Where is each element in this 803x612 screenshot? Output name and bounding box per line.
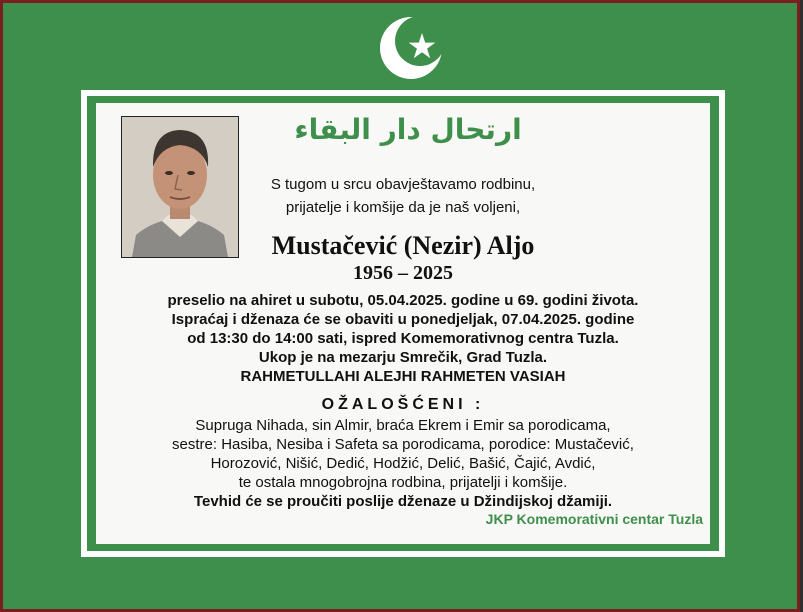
organization-name: JKP Komemorativni centar Tuzla [485, 511, 703, 527]
intro-line-2: prijatelje i komšije da je naš voljeni, [285, 199, 521, 216]
mourners-heading: OŽALOŠĆENI : [321, 396, 485, 413]
detail-line-5: RAHMETULLAHI ALEJHI RAHMETEN VASIAH [240, 368, 566, 385]
detail-line-1: preselio na ahiret u subotu, 05.04.2025. godine u 69. godini života. [167, 292, 639, 309]
deceased-name: Mustačević (Nezir) Aljo [271, 231, 535, 260]
mourners-line-3: Horozović, Nišić, Dedić, Hodžić, Delić, Bašić, Čajić, Avdić, [210, 455, 596, 472]
mourners-line-4: te ostala mnogobrojna rodbina, prijatelji i komšije. [238, 474, 568, 491]
tevhid-line: Tevhid će se proučiti poslije dženaze u Džindijskoj džamiji. [193, 493, 613, 510]
life-years: 1956 – 2025 [353, 262, 453, 284]
mourners-line-1: Supruga Nihada, sin Almir, braća Ekrem i Emir sa porodicama, [195, 417, 611, 434]
arabic-calligraphy [294, 105, 522, 155]
detail-line-4: Ukop je na mezarju Smrečik, Grad Tuzla. [258, 349, 548, 366]
detail-line-3: od 13:30 do 14:00 sati, ispred Komemorativnog centra Tuzla. [187, 330, 619, 347]
svg-text:ارتحال دار البقاء: ارتحال دار البقاء [294, 113, 522, 146]
crescent-star-icon [378, 15, 444, 81]
intro-line-1: S tugom u srcu obavještavamo rodbinu, [270, 176, 536, 193]
detail-line-2: Ispraćaj i dženaza će se obaviti u ponedjeljak, 07.04.2025. godine [171, 311, 635, 328]
mourners-line-2: sestre: Hasiba, Nesiba i Safeta sa porodicama, porodice: Mustačević, [172, 436, 634, 453]
